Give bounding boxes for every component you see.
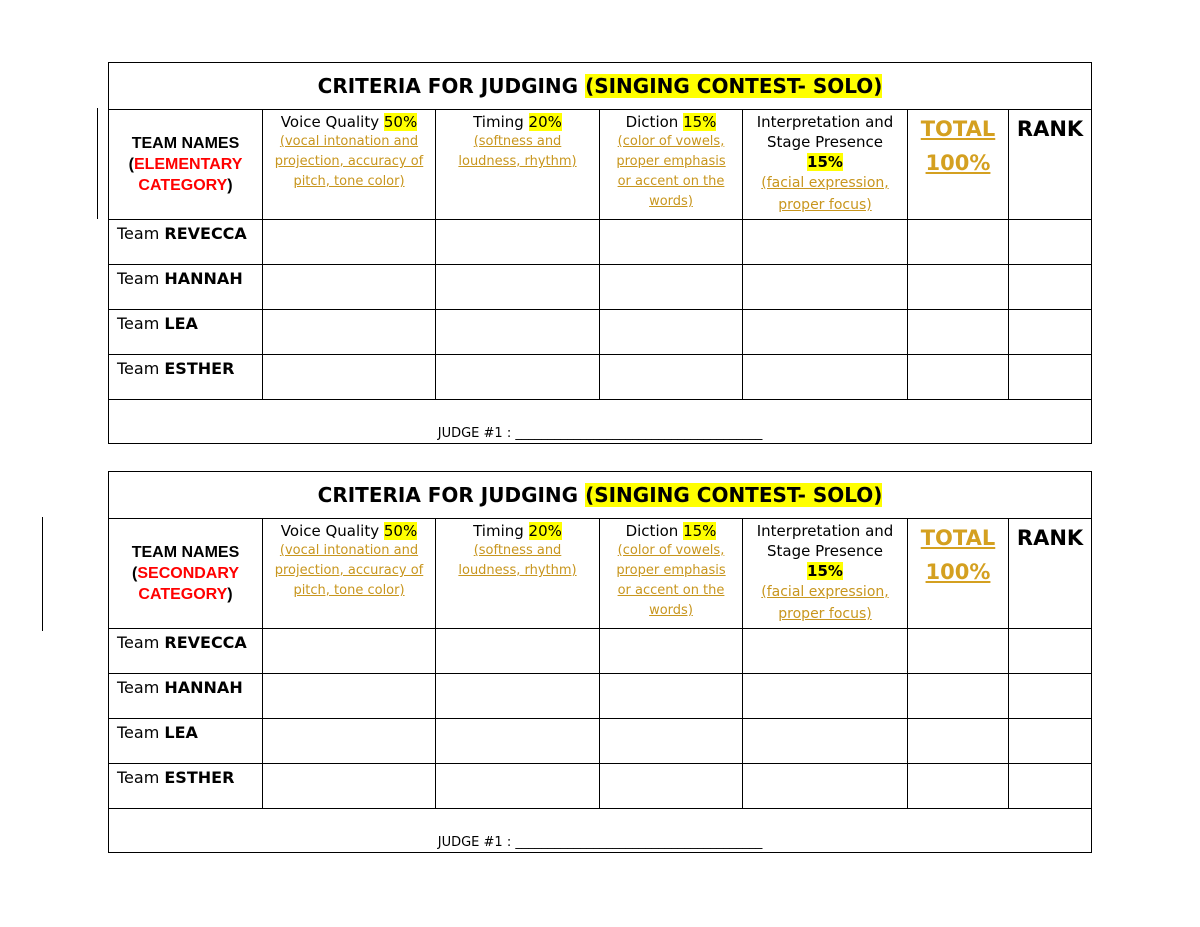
rank-cell[interactable] [1009, 764, 1092, 809]
total-cell[interactable] [908, 355, 1009, 400]
score-cell[interactable] [600, 265, 743, 310]
score-cell[interactable] [600, 220, 743, 265]
criterion-name: Interpretation and Stage Presence [756, 522, 894, 560]
paren-open: ( [128, 156, 134, 173]
score-cell[interactable] [263, 265, 436, 310]
criterion-description: (vocal intonation and projection, accuracy of pitch, tone color) [274, 543, 424, 598]
team-name: HANNAH [164, 678, 243, 697]
team-names-label: TEAM NAMES [131, 135, 240, 152]
team-name-cell [109, 629, 263, 674]
rank-cell[interactable] [1009, 629, 1092, 674]
criterion-description: (softness and loudness, rhythm) [458, 543, 577, 578]
team-names-header [109, 519, 263, 629]
paren-open: ( [132, 565, 138, 582]
team-name: REVECCA [164, 633, 247, 652]
title-text: CRITERIA FOR JUDGING [317, 74, 586, 98]
total-cell[interactable] [908, 629, 1009, 674]
score-cell[interactable] [600, 355, 743, 400]
team-name-cell [109, 355, 263, 400]
score-cell[interactable] [436, 719, 600, 764]
judging-sheet-secondary [108, 471, 1092, 853]
criterion-timing [436, 110, 600, 220]
criterion-name: Timing [473, 522, 529, 540]
score-cell[interactable] [436, 310, 600, 355]
table-row [109, 310, 1092, 355]
score-cell[interactable] [263, 764, 436, 809]
rank-header: RANK [1009, 519, 1092, 629]
rank-cell[interactable] [1009, 674, 1092, 719]
criterion-description: (softness and loudness, rhythm) [458, 134, 577, 169]
team-names-label: TEAM NAMES [131, 544, 240, 561]
total-cell[interactable] [908, 310, 1009, 355]
category-label: ELEMENTARY [133, 156, 243, 173]
team-name-cell [109, 265, 263, 310]
table-row [109, 764, 1092, 809]
total-label: TOTAL [920, 526, 996, 550]
team-name: REVECCA [164, 224, 247, 243]
total-cell[interactable] [908, 719, 1009, 764]
criterion-voice-quality [263, 110, 436, 220]
criterion-voice-quality [263, 519, 436, 629]
table-row [109, 674, 1092, 719]
criterion-description: (vocal intonation and projection, accuracy of pitch, tone color) [274, 134, 424, 189]
team-prefix: Team [117, 224, 165, 243]
team-prefix: Team [117, 269, 165, 288]
team-prefix: Team [117, 314, 165, 333]
score-cell[interactable] [436, 265, 600, 310]
category-word: CATEGORY [138, 177, 228, 194]
score-cell[interactable] [263, 220, 436, 265]
team-name: LEA [164, 723, 198, 742]
criterion-percent: 15% [683, 522, 717, 540]
score-cell[interactable] [743, 265, 908, 310]
title-text: CRITERIA FOR JUDGING [317, 483, 586, 507]
score-cell[interactable] [743, 355, 908, 400]
rank-cell[interactable] [1009, 310, 1092, 355]
rank-cell[interactable] [1009, 719, 1092, 764]
title-highlight: (SINGING CONTEST- SOLO) [585, 74, 883, 98]
criterion-percent: 20% [528, 113, 562, 131]
team-prefix: Team [117, 723, 165, 742]
criterion-description: (facial expression, proper focus) [761, 584, 889, 622]
score-cell[interactable] [436, 355, 600, 400]
score-cell[interactable] [743, 629, 908, 674]
criterion-percent: 50% [383, 522, 418, 540]
table-row [109, 220, 1092, 265]
rank-cell[interactable] [1009, 220, 1092, 265]
table-row [109, 629, 1092, 674]
criterion-percent: 50% [383, 113, 418, 131]
criterion-percent: 20% [528, 522, 562, 540]
team-prefix: Team [117, 768, 165, 787]
sheet-title [109, 63, 1092, 110]
criterion-interpretation [743, 519, 908, 629]
score-cell[interactable] [743, 674, 908, 719]
rank-cell[interactable] [1009, 265, 1092, 310]
total-percent: 100% [925, 151, 991, 175]
team-prefix: Team [117, 359, 165, 378]
total-cell[interactable] [908, 674, 1009, 719]
rank-header: RANK [1009, 110, 1092, 220]
table-row [109, 719, 1092, 764]
score-cell[interactable] [743, 719, 908, 764]
score-cell[interactable] [263, 310, 436, 355]
table-row [109, 265, 1092, 310]
margin-line [97, 108, 98, 219]
criterion-percent: 15% [683, 113, 717, 131]
score-cell[interactable] [743, 310, 908, 355]
criterion-name: Interpretation and Stage Presence [756, 113, 894, 151]
table-row [109, 355, 1092, 400]
criterion-description: (facial expression, proper focus) [761, 175, 889, 213]
total-cell[interactable] [908, 220, 1009, 265]
total-percent: 100% [925, 560, 991, 584]
judge-signature-line[interactable]: JUDGE #1 : ______________________________________ [109, 809, 1092, 853]
rank-cell[interactable] [1009, 355, 1092, 400]
score-cell[interactable] [436, 764, 600, 809]
total-label: TOTAL [920, 117, 996, 141]
paren-close: ) [227, 177, 233, 194]
criterion-name: Diction [625, 522, 684, 540]
team-name-cell [109, 764, 263, 809]
sheet-title [109, 472, 1092, 519]
score-cell[interactable] [600, 310, 743, 355]
score-cell[interactable] [743, 764, 908, 809]
score-cell[interactable] [600, 629, 743, 674]
criterion-name: Voice Quality [280, 522, 384, 540]
criterion-description: (color of vowels, proper emphasis or accent on the words) [616, 543, 726, 618]
team-name: LEA [164, 314, 198, 333]
total-cell[interactable] [908, 764, 1009, 809]
total-header [908, 519, 1009, 629]
total-header [908, 110, 1009, 220]
score-cell[interactable] [436, 220, 600, 265]
title-highlight: (SINGING CONTEST- SOLO) [585, 483, 883, 507]
criterion-timing [436, 519, 600, 629]
score-cell[interactable] [263, 355, 436, 400]
team-name: ESTHER [164, 359, 235, 378]
total-cell[interactable] [908, 265, 1009, 310]
team-name-cell [109, 310, 263, 355]
score-cell[interactable] [600, 674, 743, 719]
team-names-header [109, 110, 263, 220]
score-cell[interactable] [436, 674, 600, 719]
team-name: HANNAH [164, 269, 243, 288]
judge-signature-line[interactable]: JUDGE #1 : ______________________________________ [109, 400, 1092, 444]
score-cell[interactable] [436, 629, 600, 674]
score-cell[interactable] [600, 719, 743, 764]
score-cell[interactable] [600, 764, 743, 809]
judging-sheet-elementary [108, 62, 1092, 444]
criterion-percent: 15% [807, 153, 843, 171]
score-cell[interactable] [263, 629, 436, 674]
criterion-percent: 15% [807, 562, 843, 580]
criterion-diction [600, 519, 743, 629]
criterion-interpretation [743, 110, 908, 220]
team-name-cell [109, 719, 263, 764]
team-name-cell [109, 220, 263, 265]
criterion-diction [600, 110, 743, 220]
category-word: CATEGORY [138, 586, 228, 603]
score-cell[interactable] [263, 674, 436, 719]
criterion-name: Timing [473, 113, 529, 131]
criterion-name: Diction [625, 113, 684, 131]
paren-close: ) [227, 586, 233, 603]
criterion-description: (color of vowels, proper emphasis or accent on the words) [616, 134, 726, 209]
score-cell[interactable] [263, 719, 436, 764]
team-name: ESTHER [164, 768, 235, 787]
team-name-cell [109, 674, 263, 719]
team-prefix: Team [117, 633, 165, 652]
score-cell[interactable] [743, 220, 908, 265]
criterion-name: Voice Quality [280, 113, 384, 131]
team-prefix: Team [117, 678, 165, 697]
category-label: SECONDARY [137, 565, 239, 582]
margin-line [42, 517, 43, 631]
